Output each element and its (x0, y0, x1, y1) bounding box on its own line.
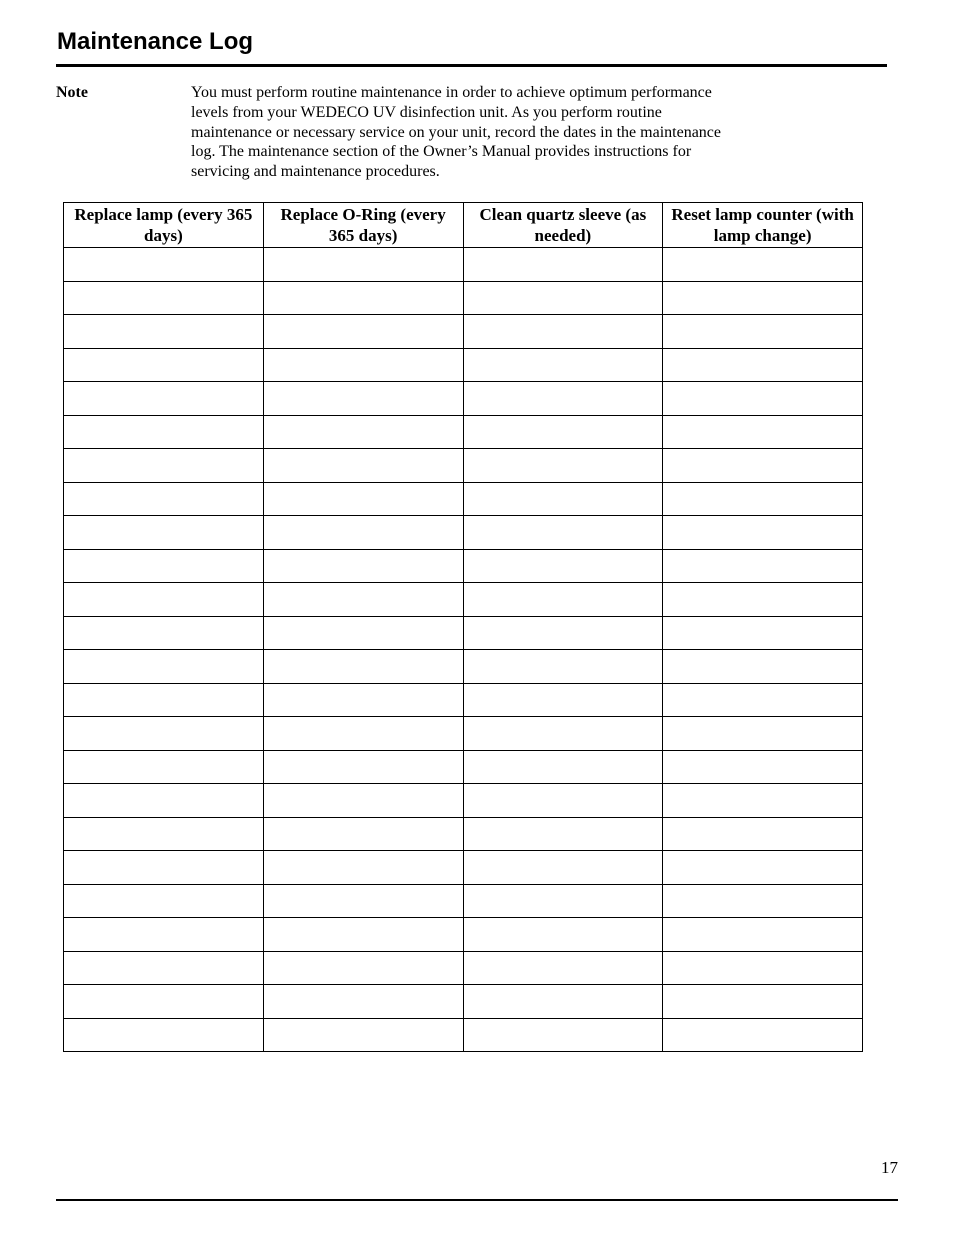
note-line: servicing and maintenance procedures. (191, 163, 440, 181)
table-row (64, 851, 863, 885)
log-entry-cell[interactable] (663, 750, 863, 784)
log-entry-cell[interactable] (263, 583, 463, 617)
log-entry-cell[interactable] (64, 683, 264, 717)
log-entry-cell[interactable] (663, 851, 863, 885)
note-text (191, 83, 771, 182)
log-entry-cell[interactable] (463, 516, 663, 550)
log-entry-cell[interactable] (463, 951, 663, 985)
table-row (64, 415, 863, 449)
log-entry-cell[interactable] (463, 549, 663, 583)
table-row (64, 784, 863, 818)
log-entry-cell[interactable] (64, 382, 264, 416)
log-entry-cell[interactable] (64, 951, 264, 985)
table-row (64, 315, 863, 349)
log-entry-cell[interactable] (463, 1018, 663, 1052)
log-entry-cell[interactable] (663, 683, 863, 717)
log-entry-cell[interactable] (263, 348, 463, 382)
table-body (64, 248, 863, 1052)
log-entry-cell[interactable] (64, 348, 264, 382)
log-entry-cell[interactable] (64, 415, 264, 449)
log-entry-cell[interactable] (263, 650, 463, 684)
log-entry-cell[interactable] (463, 918, 663, 952)
log-entry-cell[interactable] (663, 281, 863, 315)
log-entry-cell[interactable] (663, 549, 863, 583)
log-entry-cell[interactable] (463, 315, 663, 349)
log-entry-cell[interactable] (663, 415, 863, 449)
table-row (64, 382, 863, 416)
log-entry-cell[interactable] (663, 951, 863, 985)
table-row (64, 1018, 863, 1052)
page-number: 17 (881, 1158, 898, 1177)
note-line: maintenance or necessary service on your unit, record the dates in the maintenance (191, 123, 721, 141)
log-entry-cell[interactable] (463, 784, 663, 818)
log-entry-cell[interactable] (463, 750, 663, 784)
header-reset-lamp-counter: Reset lamp counter (with lamp change) (663, 203, 863, 248)
log-entry-cell[interactable] (463, 683, 663, 717)
log-entry-cell[interactable] (263, 985, 463, 1019)
log-entry-cell[interactable] (663, 382, 863, 416)
table-row (64, 683, 863, 717)
log-entry-cell[interactable] (64, 650, 264, 684)
log-entry-cell[interactable] (663, 784, 863, 818)
log-entry-cell[interactable] (263, 1018, 463, 1052)
log-entry-cell[interactable] (263, 884, 463, 918)
log-entry-cell[interactable] (463, 884, 663, 918)
log-entry-cell[interactable] (463, 650, 663, 684)
log-entry-cell[interactable] (263, 281, 463, 315)
table-row (64, 583, 863, 617)
log-entry-cell[interactable] (663, 817, 863, 851)
log-entry-cell[interactable] (263, 482, 463, 516)
log-entry-cell[interactable] (64, 449, 264, 483)
log-entry-cell[interactable] (64, 817, 264, 851)
log-entry-cell[interactable] (64, 985, 264, 1019)
table-row (64, 281, 863, 315)
log-entry-cell[interactable] (64, 851, 264, 885)
log-entry-cell[interactable] (263, 784, 463, 818)
table-row (64, 449, 863, 483)
log-entry-cell[interactable] (263, 817, 463, 851)
log-entry-cell[interactable] (263, 415, 463, 449)
log-entry-cell[interactable] (663, 482, 863, 516)
log-entry-cell[interactable] (64, 549, 264, 583)
log-entry-cell[interactable] (663, 583, 863, 617)
log-entry-cell[interactable] (663, 516, 863, 550)
header-replace-o-ring: Replace O-Ring (every 365 days) (263, 203, 463, 248)
log-entry-cell[interactable] (263, 918, 463, 952)
footer-divider (56, 1199, 898, 1201)
log-entry-cell[interactable] (663, 650, 863, 684)
log-entry-cell[interactable] (263, 248, 463, 282)
log-entry-cell[interactable] (263, 382, 463, 416)
table-row (64, 482, 863, 516)
table-header-row (64, 203, 863, 248)
table-row (64, 918, 863, 952)
log-entry-cell[interactable] (463, 616, 663, 650)
log-entry-cell[interactable] (263, 683, 463, 717)
log-entry-cell[interactable] (64, 583, 264, 617)
log-entry-cell[interactable] (663, 884, 863, 918)
log-entry-cell[interactable] (463, 348, 663, 382)
log-entry-cell[interactable] (663, 1018, 863, 1052)
maintenance-log-table (63, 202, 863, 1052)
log-entry-cell[interactable] (263, 951, 463, 985)
page-title: Maintenance Log (57, 28, 254, 55)
table-row (64, 750, 863, 784)
log-entry-cell[interactable] (463, 482, 663, 516)
table-row (64, 884, 863, 918)
table-row (64, 616, 863, 650)
log-entry-cell[interactable] (64, 516, 264, 550)
title-divider (56, 64, 887, 67)
log-entry-cell[interactable] (463, 583, 663, 617)
table-row (64, 985, 863, 1019)
log-entry-cell[interactable] (663, 717, 863, 751)
log-entry-cell[interactable] (463, 817, 663, 851)
log-entry-cell[interactable] (263, 616, 463, 650)
log-entry-cell[interactable] (64, 918, 264, 952)
log-entry-cell[interactable] (663, 248, 863, 282)
note-line: levels from your WEDECO UV disinfection unit. As you perform routine (191, 103, 662, 121)
log-entry-cell[interactable] (463, 717, 663, 751)
log-entry-cell[interactable] (64, 315, 264, 349)
log-entry-cell[interactable] (663, 616, 863, 650)
note-line: log. The maintenance section of the Owner’s Manual provides instructions for (191, 143, 692, 161)
log-entry-cell[interactable] (663, 985, 863, 1019)
log-entry-cell[interactable] (463, 851, 663, 885)
log-entry-cell[interactable] (463, 449, 663, 483)
note-line: You must perform routine maintenance in order to achieve optimum performance (191, 84, 712, 101)
header-clean-quartz-sleeve: Clean quartz sleeve (as needed) (463, 203, 663, 248)
log-entry-cell[interactable] (64, 1018, 264, 1052)
log-entry-cell[interactable] (463, 281, 663, 315)
log-entry-cell[interactable] (64, 482, 264, 516)
log-entry-cell[interactable] (64, 784, 264, 818)
note-label: Note (56, 84, 88, 101)
log-entry-cell[interactable] (64, 616, 264, 650)
log-entry-cell[interactable] (463, 382, 663, 416)
log-entry-cell[interactable] (463, 248, 663, 282)
table-row (64, 650, 863, 684)
table-row (64, 348, 863, 382)
log-entry-cell[interactable] (663, 449, 863, 483)
table-row (64, 248, 863, 282)
log-entry-cell[interactable] (663, 315, 863, 349)
log-entry-cell[interactable] (263, 851, 463, 885)
table-row (64, 516, 863, 550)
table-row (64, 951, 863, 985)
table-row (64, 549, 863, 583)
header-replace-lamp: Replace lamp (every 365 days) (64, 203, 264, 248)
log-entry-cell[interactable] (64, 884, 264, 918)
log-entry-cell[interactable] (463, 985, 663, 1019)
log-entry-cell[interactable] (663, 918, 863, 952)
log-entry-cell[interactable] (663, 348, 863, 382)
log-entry-cell[interactable] (64, 750, 264, 784)
log-entry-cell[interactable] (263, 516, 463, 550)
log-entry-cell[interactable] (263, 315, 463, 349)
log-entry-cell[interactable] (263, 449, 463, 483)
table-row (64, 817, 863, 851)
log-entry-cell[interactable] (64, 248, 264, 282)
log-entry-cell[interactable] (64, 717, 264, 751)
log-entry-cell[interactable] (263, 717, 463, 751)
table-row (64, 717, 863, 751)
log-entry-cell[interactable] (263, 750, 463, 784)
log-entry-cell[interactable] (64, 281, 264, 315)
log-entry-cell[interactable] (263, 549, 463, 583)
log-entry-cell[interactable] (463, 415, 663, 449)
